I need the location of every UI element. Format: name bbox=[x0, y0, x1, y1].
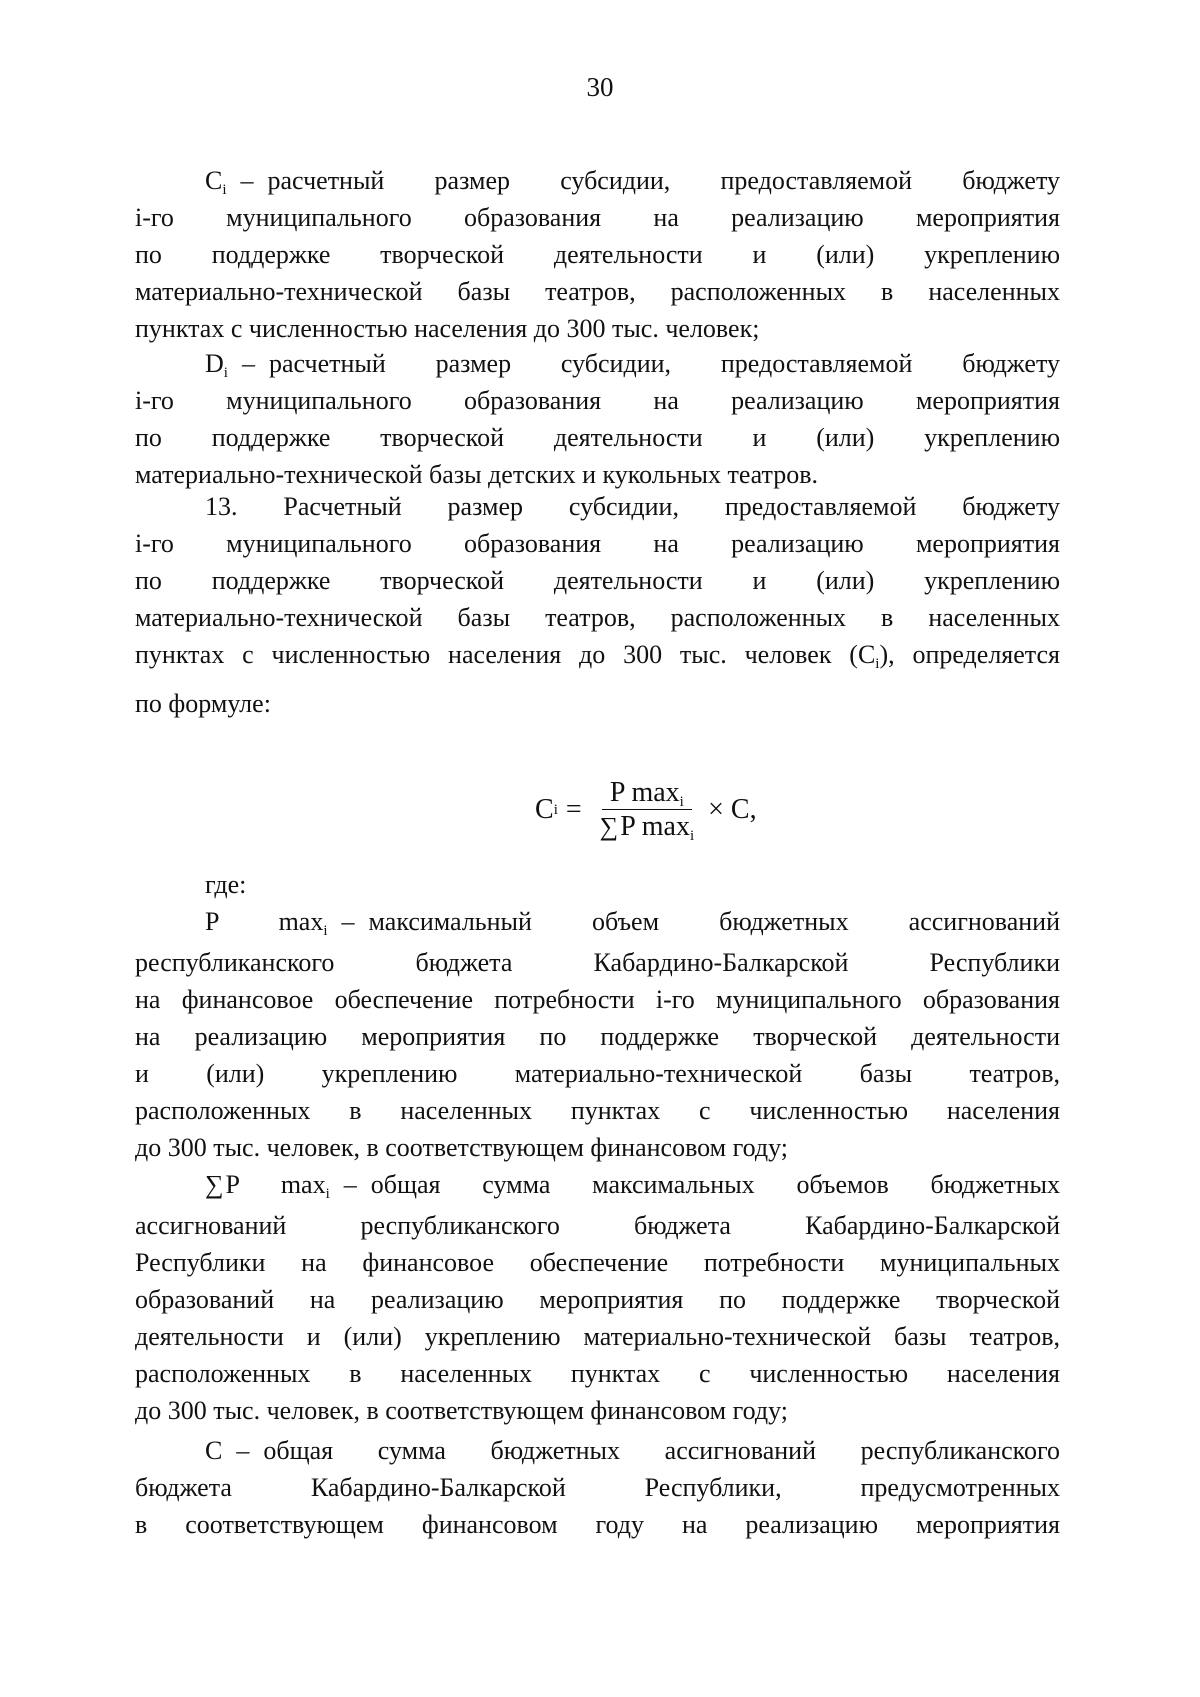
text-line: по поддержке творческой деятельности и (или) укреплению bbox=[135, 240, 1060, 269]
definition-pmax-first-line bbox=[135, 903, 1060, 940]
text-line: до 300 тыс. человек, в соответствующем финансовом году; bbox=[135, 1396, 788, 1425]
definition-sum-pmax bbox=[135, 1166, 1060, 1429]
numerator-sub: i bbox=[679, 793, 684, 810]
formula-denominator bbox=[592, 810, 702, 844]
dash: – bbox=[341, 907, 355, 936]
text-line: общая сумма бюджетных ассигнований республиканского bbox=[263, 1436, 1060, 1465]
text-line: до 300 тыс. человек, в соответствующем финансовом году; bbox=[135, 1133, 788, 1162]
definition-c bbox=[135, 1432, 1060, 1543]
text-segment: пунктах с численностью населения до 300 тыс. человек (C bbox=[135, 640, 876, 669]
text-line: 13. Расчетный размер субсидии, предоставляемой бюджету bbox=[205, 492, 1060, 521]
text-line: деятельности и (или) укреплению материально-технической базы театров, bbox=[135, 1322, 1060, 1351]
definition-di-first-line bbox=[135, 345, 1060, 382]
definition-ci bbox=[135, 162, 1060, 347]
numerator-text: P max bbox=[609, 776, 680, 808]
section-13 bbox=[135, 488, 1060, 722]
symbol-sub: i bbox=[325, 1186, 330, 1202]
formula: C i = $\frac{P \max_i}{\sum P \max_i}$ × C, bbox=[535, 776, 757, 844]
text-line: на реализацию мероприятия по поддержке творческой деятельности bbox=[135, 1022, 1060, 1051]
text-line: пунктах с численностью населения до 300 тыс. человек; bbox=[135, 314, 760, 343]
text-line: и (или) укреплению материально-технической базы театров, bbox=[135, 1059, 1060, 1088]
definition-ci-first-line bbox=[135, 162, 1060, 199]
text-line: расположенных в населенных пунктах с численностью населения bbox=[135, 1359, 1060, 1388]
dash: – bbox=[236, 1436, 250, 1465]
text-line-with-symbol bbox=[135, 636, 1060, 673]
denominator-sub: i bbox=[689, 827, 695, 844]
text-line: по поддержке творческой деятельности и (или) укреплению bbox=[135, 423, 1060, 452]
symbol-d: D bbox=[205, 349, 224, 378]
where-block bbox=[135, 866, 1060, 903]
where-label: где: bbox=[205, 870, 247, 899]
text-line: расположенных в населенных пунктах с численностью населения bbox=[135, 1096, 1060, 1125]
symbol-sub: i bbox=[222, 182, 227, 198]
text-line: материально-технической базы театров, расположенных в населенных bbox=[135, 277, 1060, 306]
definition-pmax bbox=[135, 903, 1060, 1166]
dash: – bbox=[240, 166, 254, 195]
text-segment: ), определяется bbox=[879, 640, 1060, 669]
dash: – bbox=[241, 349, 255, 378]
formula-equals: = bbox=[565, 794, 582, 825]
formula-fraction bbox=[592, 777, 702, 844]
text-line: ассигнований республиканского бюджета Кабардино-Балкарской bbox=[135, 1211, 1060, 1240]
definition-di bbox=[135, 345, 1060, 493]
text-line: максимальный объем бюджетных ассигнований bbox=[368, 907, 1060, 936]
page-number: 30 bbox=[586, 72, 614, 102]
definition-sum-first-line bbox=[135, 1166, 1060, 1203]
formula-lhs: C bbox=[535, 794, 554, 825]
sigma-symbol: ∑ bbox=[205, 1170, 224, 1199]
text-line: образований на реализацию мероприятия по поддержке творческой bbox=[135, 1285, 1060, 1314]
formula-times: × C, bbox=[708, 794, 757, 825]
text-line: Республики на финансовое обеспечение потребности муниципальных bbox=[135, 1248, 1060, 1277]
symbol-sub: i bbox=[323, 923, 328, 939]
text-line: расчетный размер субсидии, предоставляемой бюджету bbox=[268, 349, 1060, 378]
symbol-pmax: P max bbox=[225, 1170, 326, 1199]
text-line: материально-технической базы театров, расположенных в населенных bbox=[135, 603, 1060, 632]
text-line: по поддержке творческой деятельности и (или) укреплению bbox=[135, 566, 1060, 595]
text-line: на финансовое обеспечение потребности i-го муниципального образования bbox=[135, 985, 1060, 1014]
text-line: общая сумма максимальных объемов бюджетных bbox=[370, 1170, 1060, 1199]
text-line: по формуле: bbox=[135, 689, 271, 718]
symbol-sub: i bbox=[875, 656, 880, 672]
text-line: материально-технической базы детских и кукольных театров. bbox=[135, 460, 818, 489]
text-line: i-го муниципального образования на реализацию мероприятия bbox=[135, 386, 1060, 415]
text-line: республиканского бюджета Кабардино-Балкарской Республики bbox=[135, 948, 1060, 977]
symbol-pmax: P max bbox=[205, 907, 324, 936]
definition-c-first-line bbox=[135, 1432, 1060, 1469]
text-line: в соответствующем финансовом году на реализацию мероприятия bbox=[135, 1510, 1060, 1539]
text-line: i-го муниципального образования на реализацию мероприятия bbox=[135, 203, 1060, 232]
symbol-c: C bbox=[205, 1436, 223, 1465]
text-line: расчетный размер субсидии, предоставляемой бюджету bbox=[267, 166, 1060, 195]
symbol-sub: i bbox=[223, 365, 228, 381]
text-line: бюджета Кабардино-Балкарской Республики, предусмотренных bbox=[135, 1473, 1060, 1502]
text-line: i-го муниципального образования на реализацию мероприятия bbox=[135, 529, 1060, 558]
dash: – bbox=[343, 1170, 357, 1199]
formula-numerator bbox=[602, 777, 692, 810]
sigma-symbol: ∑ bbox=[599, 811, 619, 841]
denominator-text: P max bbox=[620, 810, 690, 842]
symbol-c: C bbox=[205, 166, 223, 195]
